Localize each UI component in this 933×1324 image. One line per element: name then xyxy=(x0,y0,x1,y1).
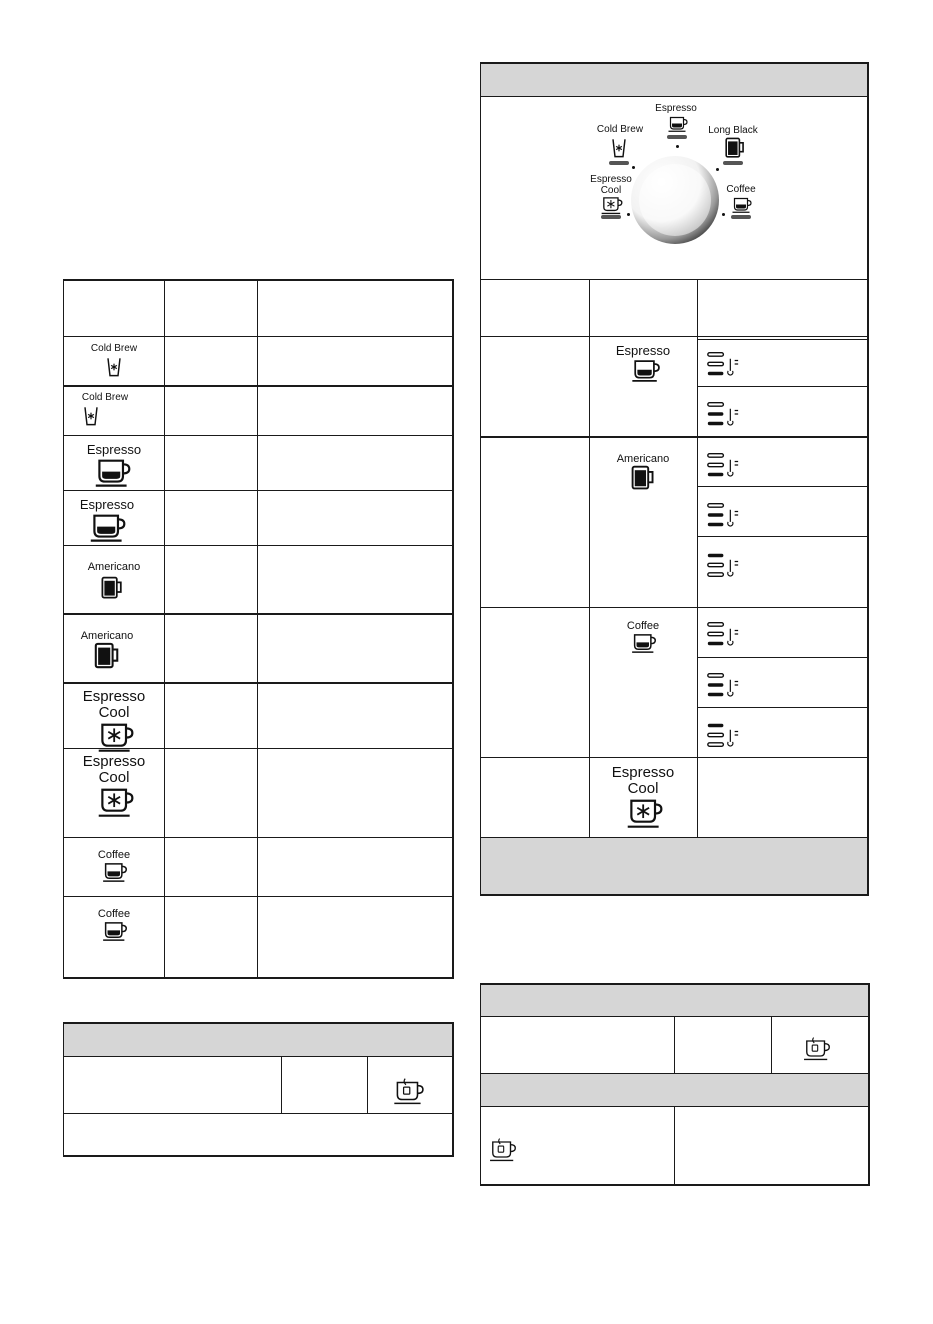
coffee-cup-icon xyxy=(731,197,753,213)
americano-mug-icon xyxy=(93,642,121,670)
row-label-espresso: Espresso xyxy=(86,442,142,457)
espresso-cool-icon xyxy=(625,798,665,829)
dial-dot xyxy=(722,213,725,216)
espresso-cool-icon xyxy=(96,722,136,753)
espresso-cup-icon xyxy=(88,513,128,542)
table-label-espresso-cool xyxy=(598,765,688,797)
row-label-cold-brew: Cold Brew xyxy=(90,343,138,354)
dial-label-coffee: Coffee xyxy=(726,184,756,195)
americano-mug-icon xyxy=(723,137,747,159)
dial-label-long-black: Long Black xyxy=(708,125,758,136)
dial-dot xyxy=(632,166,635,169)
americano-mug-icon xyxy=(100,576,124,600)
cold-brew-icon xyxy=(83,406,99,426)
coffee-cup-icon xyxy=(101,921,129,941)
row-label-espresso-cool: Espresso Cool xyxy=(82,688,146,721)
strength-temperature-icon xyxy=(706,621,746,647)
table-label-coffee: Coffee xyxy=(626,620,660,632)
dial-label-espresso-cool-line1: Espresso xyxy=(590,174,632,185)
dial-dot xyxy=(627,213,630,216)
table-label-americano: Americano xyxy=(616,453,670,465)
espresso-cup-icon xyxy=(93,458,133,487)
table-label-espresso-cool-line1: Espresso xyxy=(611,764,675,781)
dial-label-espresso: Espresso xyxy=(655,103,697,114)
table-label-espresso-cool-line2: Cool xyxy=(627,780,659,797)
cold-brew-icon xyxy=(611,138,627,158)
strength-temperature-icon xyxy=(706,552,746,578)
dial-label-cold-brew: Cold Brew xyxy=(596,124,644,135)
espresso-cool-icon xyxy=(96,787,136,818)
coffee-cup-icon xyxy=(630,633,658,653)
dial-indicator-bar xyxy=(731,215,751,219)
americano-mug-icon xyxy=(630,465,656,491)
strength-temperature-icon xyxy=(706,672,746,698)
selector-dial xyxy=(628,155,722,245)
dial-indicator-bar xyxy=(609,161,629,165)
tea-cup-icon xyxy=(488,1137,518,1162)
espresso-cool-icon xyxy=(600,196,624,215)
espresso-cup-icon xyxy=(667,116,689,132)
dial-indicator-bar xyxy=(601,215,621,219)
strength-temperature-icon xyxy=(706,351,746,377)
strength-temperature-icon xyxy=(706,502,746,528)
cold-brew-icon xyxy=(106,357,122,377)
tea-cup-icon xyxy=(392,1077,426,1105)
strength-temperature-icon xyxy=(706,401,746,427)
row-label-coffee: Coffee xyxy=(97,908,131,920)
row-label-americano: Americano xyxy=(87,561,141,573)
dial-label-espresso-cool-line2: Cool xyxy=(600,185,622,196)
row-label-americano: Americano xyxy=(80,630,134,642)
row-label-espresso: Espresso xyxy=(79,497,135,512)
strength-temperature-icon xyxy=(706,722,746,748)
row-label-espresso-cool: Espresso Cool xyxy=(82,753,146,786)
row-label-coffee: Coffee xyxy=(97,849,131,861)
coffee-cup-icon xyxy=(101,862,129,882)
row-label-cold-brew: Cold Brew xyxy=(81,392,129,403)
dial-dot xyxy=(716,168,719,171)
dial-indicator-bar xyxy=(723,161,743,165)
tea-cup-icon xyxy=(802,1036,832,1061)
dial-indicator-bar xyxy=(667,135,687,139)
espresso-cup-icon xyxy=(630,359,662,382)
dial-dot xyxy=(676,145,679,148)
table-label-espresso: Espresso xyxy=(615,343,671,358)
strength-temperature-icon xyxy=(706,452,746,478)
dial-label-espresso-cool xyxy=(582,174,640,196)
